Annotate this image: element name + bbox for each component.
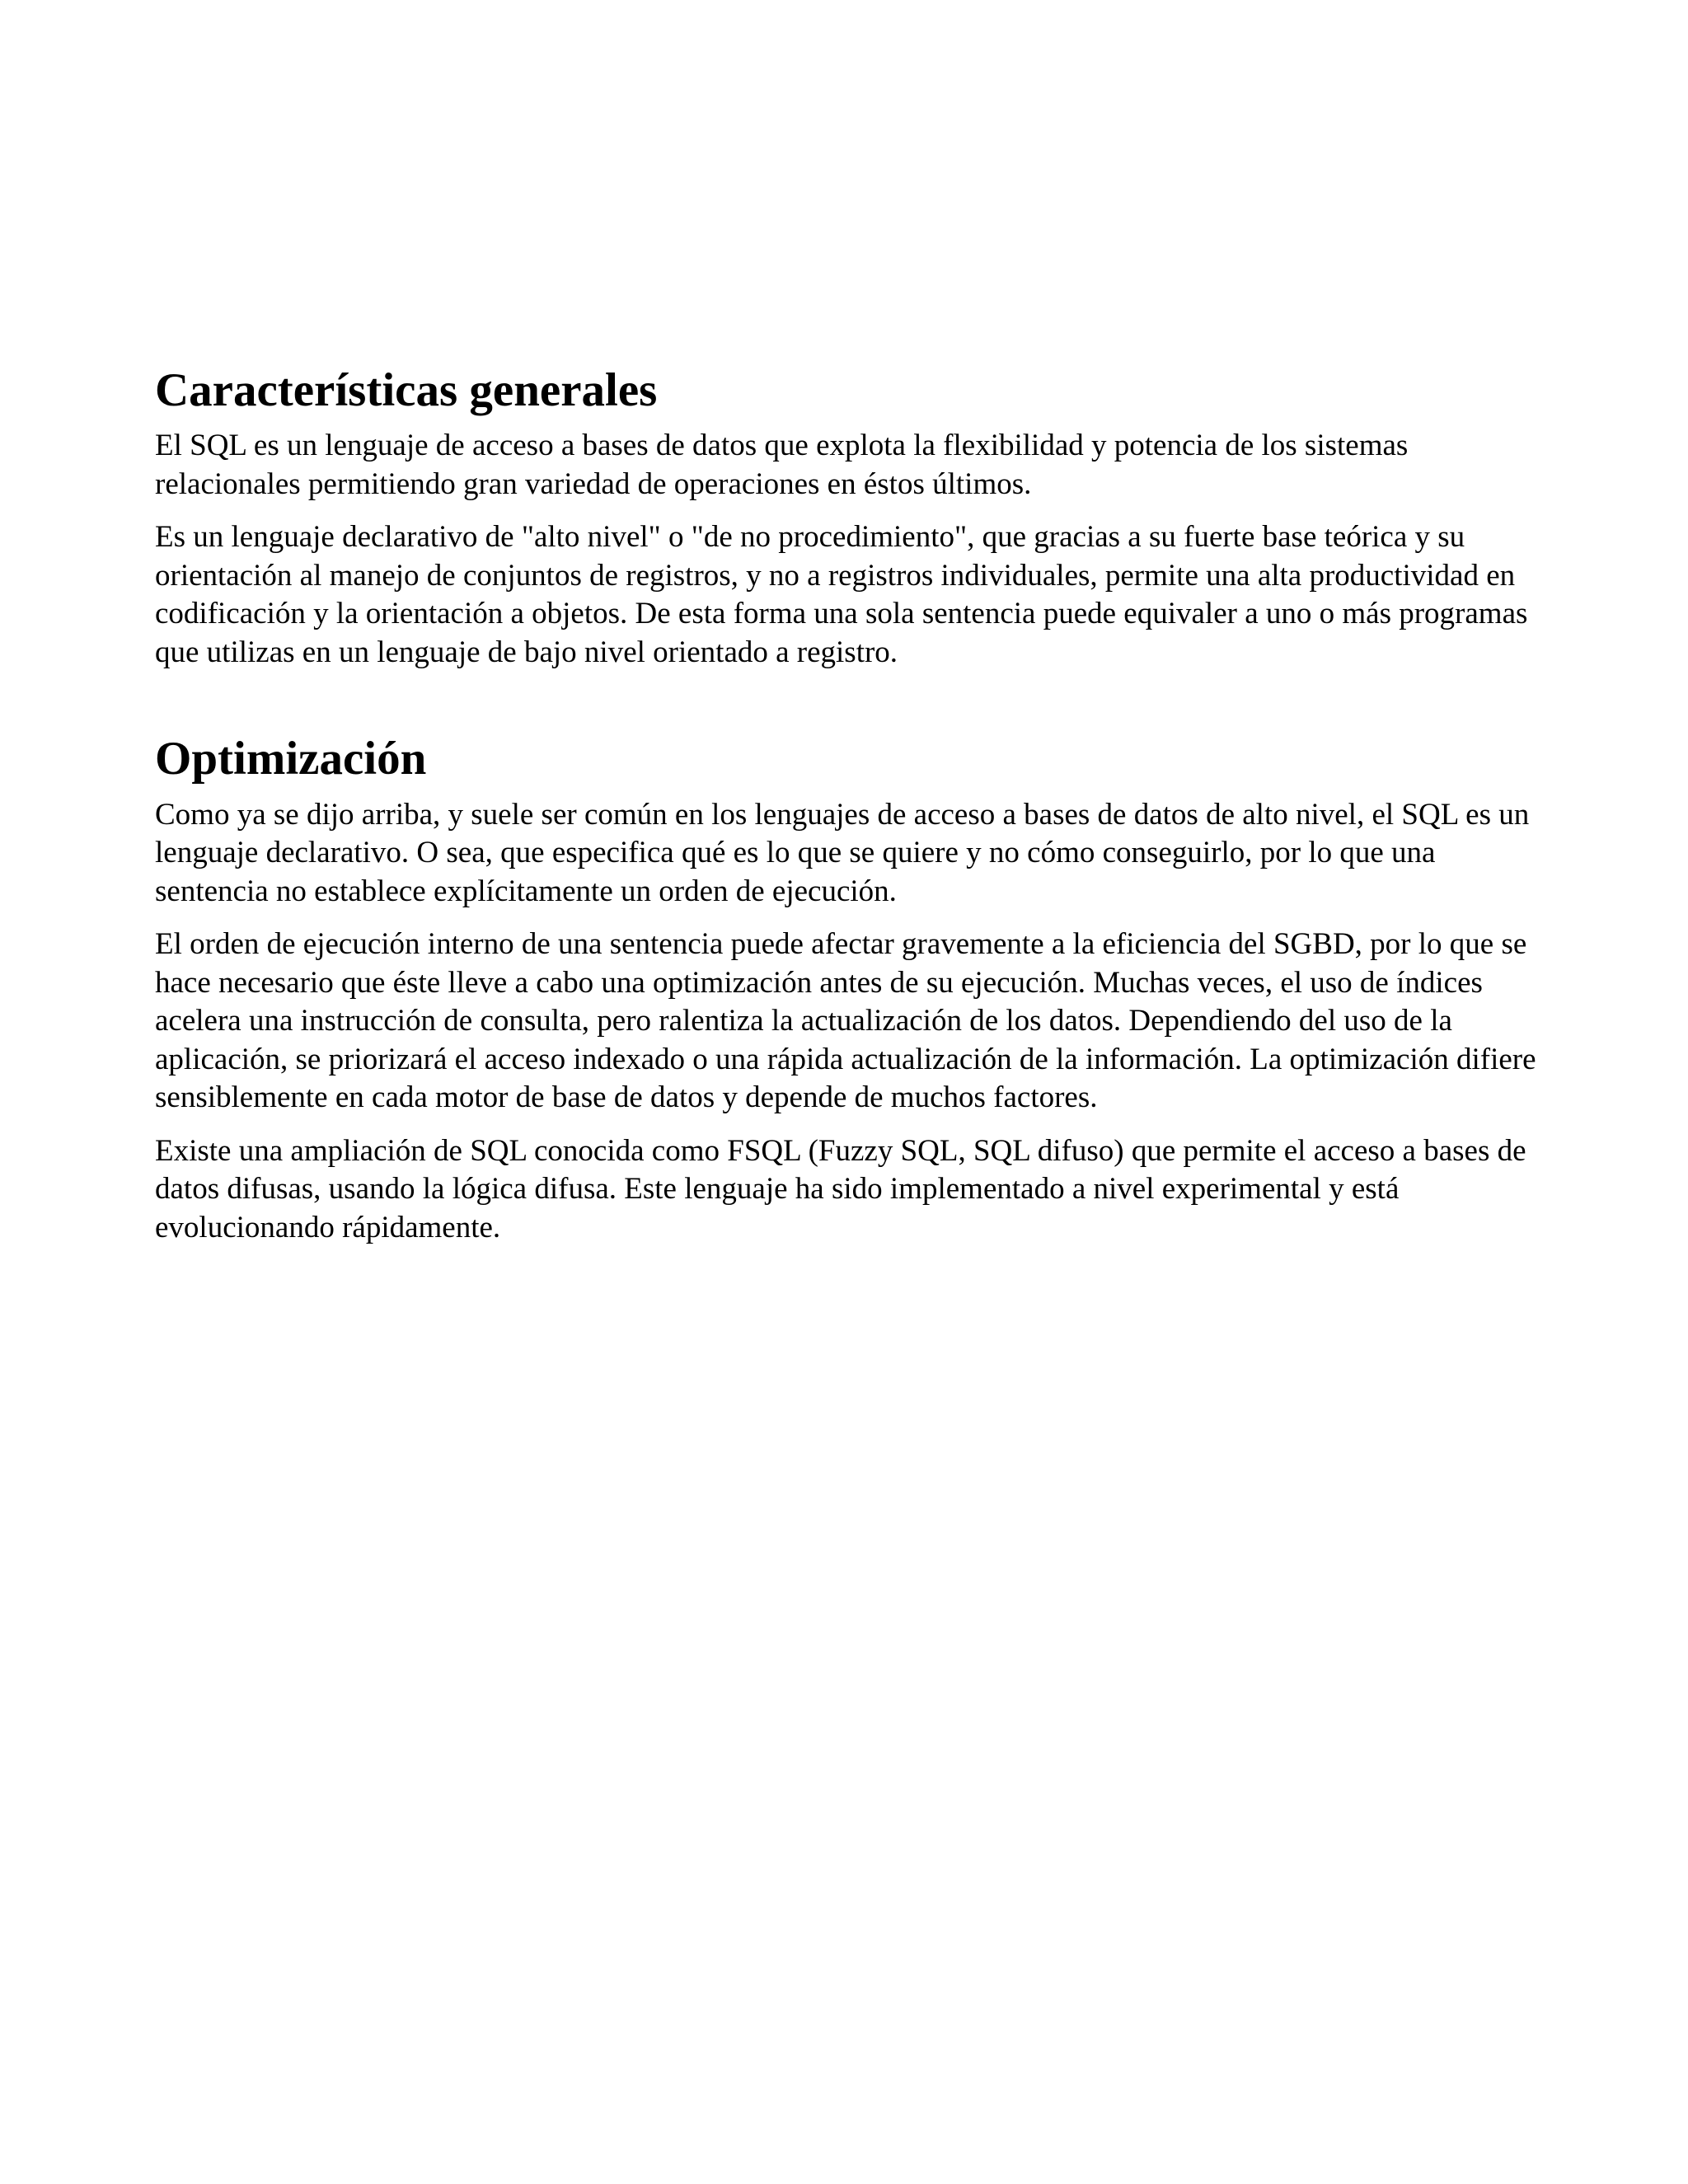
- paragraph: El SQL es un lenguaje de acceso a bases de datos que explota la flexibilidad y potencia de los sistemas relacionales permitiendo gran variedad de operaciones en éstos últimos.: [155, 429, 1409, 501]
- paragraph: Existe una ampliación de SQL conocida como FSQL (Fuzzy SQL, SQL difuso) que permite el acceso a bases de datos difusas, usando la lógica difusa. Este lenguaje ha sido implementado a nivel experimental y está evolucionando rápidamente.: [155, 1133, 1526, 1244]
- section-caracteristicas-generales: [155, 363, 1548, 672]
- paragraph: El orden de ejecución interno de una sentencia puede afectar gravemente a la eficiencia del SGBD, por lo que se hace necesario que éste lleve a cabo una optimización antes de su ejecución. Muchas veces, el uso de índices acelera una instrucción de consulta, pero ralentiza la actualización de los datos. Dependiendo del uso de la aplicación, se priorizará el acceso indexado o una rápida actualización de la información. La optimización difiere sensiblemente en cada motor de base de datos y depende de muchos factores.: [155, 927, 1536, 1115]
- paragraph: Como ya se dijo arriba, y suele ser común en los lenguajes de acceso a bases de datos de alto nivel, el SQL es un lenguaje declarativo. O sea, que especifica qué es lo que se quiere y no cómo conseguirlo, por lo que una sentencia no establece explícitamente un orden de ejecución.: [155, 797, 1530, 908]
- section-heading: Características generales: [155, 364, 658, 416]
- section-optimizacion: [155, 731, 1548, 1247]
- document-page: [155, 363, 1548, 1262]
- section-heading: Optimización: [155, 733, 427, 785]
- paragraph: Es un lenguaje declarativo de "alto nivel" o "de no procedimiento", que gracias a su fuerte base teórica y su orientación al manejo de conjuntos de registros, y no a registros individuales, permite una alta productividad en codificación y la orientación a objetos. De esta forma una sola sentencia puede equivaler a uno o más programas que utilizas en un lenguaje de bajo nivel orientado a registro.: [155, 520, 1528, 669]
